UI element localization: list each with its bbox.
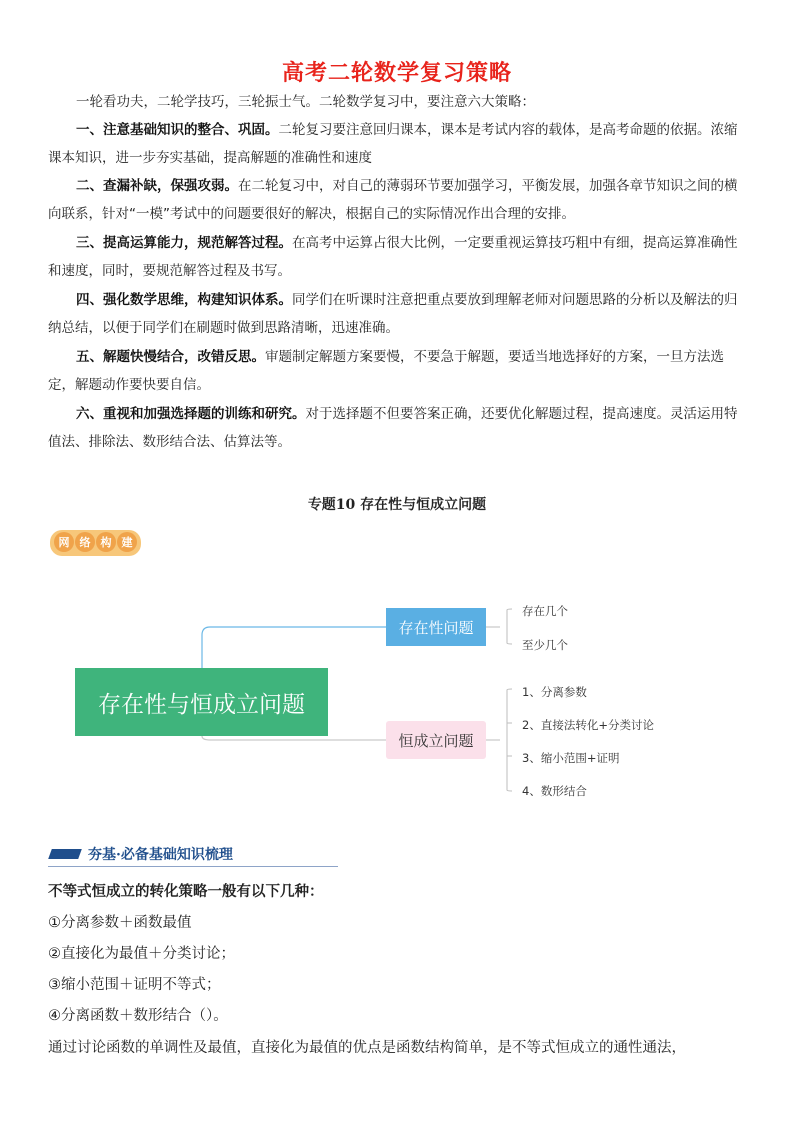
strategy-head: 二、查漏补缺，保强攻弱。 bbox=[76, 178, 238, 194]
body-item: ④分离函数＋数形结合（）。 bbox=[48, 1008, 228, 1024]
strategy-head: 五、解题快慢结合，改错反思。 bbox=[76, 349, 265, 365]
mindmap-branch-existence: 存在性问题 bbox=[386, 608, 486, 646]
section-bar-decoration bbox=[48, 849, 82, 859]
mindmap-leaf: 1、分离参数 bbox=[522, 685, 587, 699]
topic-title: 专题10 存在性与恒成立问题 bbox=[307, 497, 487, 513]
badge-char: 网 bbox=[54, 532, 74, 552]
connector-root-branch2 bbox=[202, 736, 386, 740]
body-item: ②直接化为最值＋分类讨论； bbox=[48, 946, 235, 962]
strategy-head: 一、注意基础知识的整合、巩固。 bbox=[76, 122, 279, 138]
body-item: ①分离参数＋函数最值 bbox=[48, 915, 192, 931]
mindmap-leaf: 4、数形结合 bbox=[522, 784, 587, 798]
badge-char: 建 bbox=[117, 532, 137, 552]
strategy-3 bbox=[48, 229, 748, 285]
page-title: 高考二轮数学复习策略 bbox=[281, 61, 512, 86]
intro-paragraph: 一轮看功夫，二轮学技巧，三轮振士气。二轮数学复习中，要注意六大策略： bbox=[76, 94, 535, 110]
mindmap-leaf: 2、直接法转化+分类讨论 bbox=[522, 718, 654, 732]
strategy-text: 同学们在听课时注意把重点要放到理解老师对问题思路的分析以及解法的归纳总结，以便于同学们在刷题时做到思路清晰，迅速准确。 bbox=[48, 292, 738, 336]
badge-char: 络 bbox=[75, 532, 95, 552]
strategy-text: 在高考中运算占很大比例，一定要重视运算技巧粗中有细，提高运算准确性和速度，同时，要规范解答过程及书写。 bbox=[48, 235, 738, 279]
strategy-text: 二轮复习要注意回归课本，课本是考试内容的载体，是高考命题的依据。浓缩课本知识，进一步夯实基础，提高解题的准确性和速度 bbox=[48, 122, 738, 166]
strategy-text: 对于选择题不但要答案正确，还要优化解题过程，提高速度。灵活运用特值法、排除法、数形结合法、估算法等。 bbox=[48, 406, 738, 450]
section-header bbox=[48, 842, 338, 867]
strategy-text: 审题制定解题方案要慢，不要急于解题，要适当地选择好的方案，一旦方法选定，解题动作要快要自信。 bbox=[48, 349, 724, 393]
mindmap-leaf: 至少几个 bbox=[522, 638, 568, 652]
mindmap-branch-always: 恒成立问题 bbox=[386, 721, 486, 759]
body-last-line: 通过讨论函数的单调性及最值，直接化为最值的优点是函数结构简单，是不等式恒成立的通性通法， bbox=[48, 1040, 686, 1056]
strategy-1 bbox=[48, 116, 748, 172]
strategy-head: 三、提高运算能力，规范解答过程。 bbox=[76, 235, 292, 251]
mindmap-root: 存在性与恒成立问题 bbox=[75, 668, 328, 736]
strategy-6 bbox=[48, 400, 748, 456]
mindmap-leaf: 3、缩小范围+证明 bbox=[522, 751, 620, 765]
strategy-4 bbox=[48, 286, 748, 342]
strategy-5 bbox=[48, 343, 748, 399]
mindmap-leaf: 存在几个 bbox=[522, 604, 568, 618]
connector-root-branch1 bbox=[202, 627, 386, 668]
strategy-text: 在二轮复习中，对自己的薄弱环节要加强学习，平衡发展，加强各章节知识之间的横向联系，针对“一模”考试中的问题要很好的解决，根据自己的实际情况作出合理的安排。 bbox=[48, 178, 738, 222]
connector-branch1-leaves bbox=[486, 609, 512, 644]
strategy-2 bbox=[48, 172, 748, 228]
connector-branch2-leaves bbox=[486, 689, 512, 791]
network-badge bbox=[50, 530, 141, 556]
section-title: 夯基·必备基础知识梳理 bbox=[88, 847, 233, 863]
badge-char: 构 bbox=[96, 532, 116, 552]
body-lead: 不等式恒成立的转化策略一般有以下几种： bbox=[48, 884, 324, 900]
body-item: ③缩小范围＋证明不等式； bbox=[48, 977, 221, 993]
strategy-head: 四、强化数学思维，构建知识体系。 bbox=[76, 292, 292, 308]
strategy-head: 六、重视和加强选择题的训练和研究。 bbox=[76, 406, 306, 422]
